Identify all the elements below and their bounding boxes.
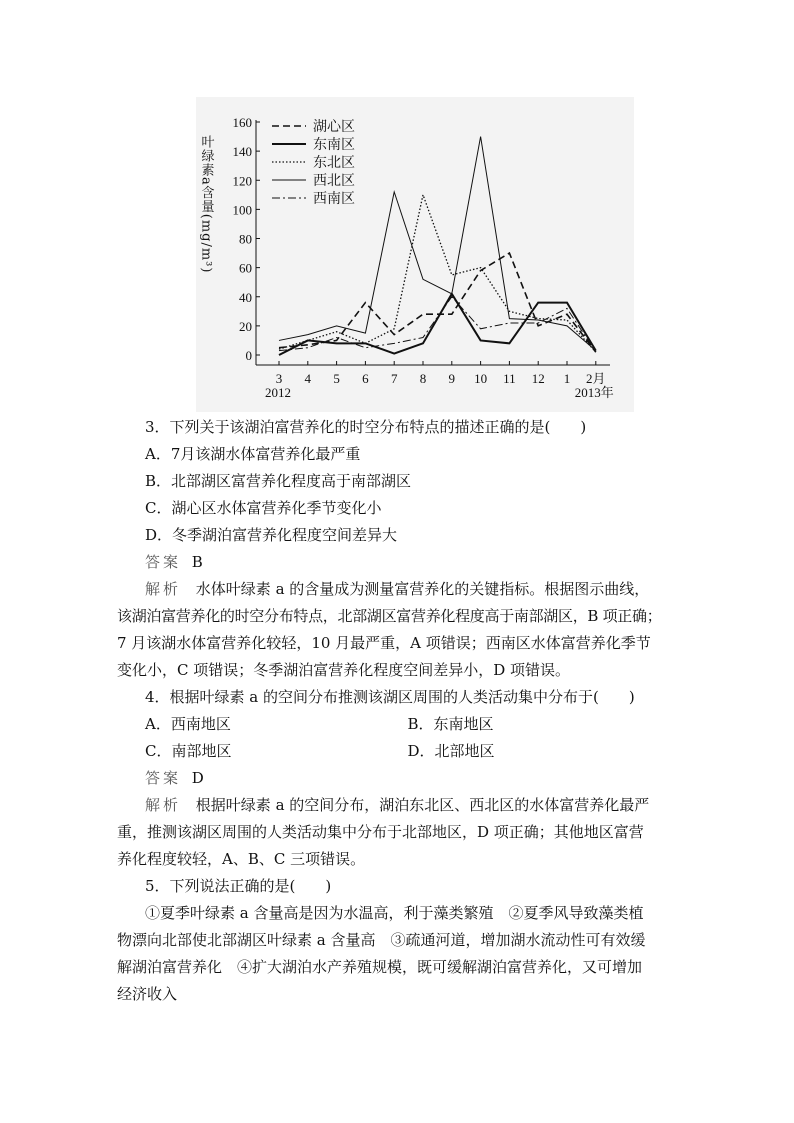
series-line bbox=[279, 297, 596, 352]
x-tick-label: 4 bbox=[304, 371, 312, 386]
q3-analysis-line: 7 月该湖水体富营养化较轻，10 月最严重，A 项错误；西南区水体富营养化季节 bbox=[117, 634, 651, 652]
q3-analysis-line: 水体叶绿素 a 的含量成为测量富营养化的关键指标。根据图示曲线， bbox=[195, 580, 650, 598]
y-axis-label: 叶绿素a含量(mg/m³) bbox=[198, 135, 214, 274]
x-tick-label: 10 bbox=[474, 371, 488, 386]
q4-analysis-row-0 bbox=[145, 792, 670, 819]
series-line bbox=[279, 294, 596, 355]
x-tick-label: 12 bbox=[531, 371, 545, 386]
q3-analysis-row-0 bbox=[145, 576, 670, 603]
q4-analysis-rest bbox=[117, 819, 677, 873]
q3-option-c: C．湖心区水体富营养化季节变化小 bbox=[145, 499, 382, 517]
question-4 bbox=[145, 684, 670, 819]
q3-answer-row bbox=[145, 549, 670, 576]
q4-answer-row bbox=[145, 765, 670, 792]
q4-analysis-line: 根据叶绿素 a 的空间分布，湖泊东北区、西北区的水体富营养化最严 bbox=[195, 796, 650, 814]
q3-answer-label: 答案 bbox=[145, 553, 182, 571]
x-tick-label: 6 bbox=[362, 371, 369, 386]
q5-body-line: 经济收入 bbox=[117, 985, 178, 1003]
y-tick-label: 20 bbox=[239, 318, 252, 334]
chart-svg bbox=[196, 97, 634, 412]
x-tick-label: 8 bbox=[419, 371, 427, 386]
q5-stem: 5．下列说法正确的是( ) bbox=[145, 877, 332, 895]
x-sub-label-right: 2013年 bbox=[574, 385, 614, 400]
q4-options-row-1 bbox=[145, 711, 670, 738]
q5-body-rest bbox=[117, 927, 677, 1008]
q3-analysis-line: 变化小，C 项错误；冬季湖泊富营养化程度空间差异小，D 项错误。 bbox=[117, 661, 571, 679]
q3-analysis-line: 该湖泊富营养化的时空分布特点，北部湖区富营养化程度高于南部湖区，B 项正确； bbox=[117, 607, 662, 625]
q3-stem: 3．下列关于该湖泊富营养化的时空分布特点的描述正确的是( ) bbox=[145, 418, 587, 436]
y-tick-label: 60 bbox=[239, 260, 252, 276]
x-tick-label: 1 bbox=[563, 371, 571, 386]
q4-option-c: C．南部地区 bbox=[145, 742, 232, 760]
y-tick-label: 160 bbox=[232, 115, 252, 130]
legend-label: 东北区 bbox=[313, 155, 355, 171]
q3-option-b: B．北部湖区富营养化程度高于南部湖区 bbox=[145, 472, 412, 490]
q4-analysis-label: 解析 bbox=[145, 796, 182, 814]
q4-analysis-line: 重，推测该湖区周围的人类活动集中分布于北部地区，D 项正确；其他地区富营 bbox=[117, 823, 644, 841]
q4-stem: 4．根据叶绿素 a 的空间分布推测该湖区周围的人类活动集中分布于( ) bbox=[145, 688, 635, 706]
q4-answer: D bbox=[191, 769, 204, 787]
q3-analysis-rest bbox=[117, 603, 677, 684]
legend-label: 西北区 bbox=[313, 173, 355, 189]
legend-label: 西南区 bbox=[313, 191, 355, 207]
y-tick-label: 100 bbox=[232, 202, 252, 218]
x-tick-label: 3 bbox=[275, 371, 283, 386]
x-tick-label: 2月 bbox=[586, 371, 606, 386]
q4-option-d: D．北部地区 bbox=[407, 742, 495, 760]
x-tick-label: 7 bbox=[390, 371, 398, 386]
q4-answer-label: 答案 bbox=[145, 769, 182, 787]
legend-label: 湖心区 bbox=[313, 119, 355, 135]
q3-option-a: A．7月该湖水体富营养化最严重 bbox=[145, 445, 361, 463]
q3-answer: B bbox=[191, 553, 203, 571]
q4-analysis-line: 养化程度较轻，A、B、C 三项错误。 bbox=[117, 850, 366, 868]
legend-label: 东南区 bbox=[313, 137, 355, 153]
y-tick-label: 0 bbox=[245, 348, 252, 363]
x-sub-label-left: 2012 bbox=[265, 385, 291, 400]
x-tick-label: 11 bbox=[503, 371, 516, 386]
q3-analysis-label: 解析 bbox=[145, 580, 182, 598]
q4-option-a: A．西南地区 bbox=[145, 715, 231, 733]
x-tick-label: 9 bbox=[448, 371, 456, 386]
y-tick-label: 120 bbox=[232, 173, 252, 189]
question-5 bbox=[145, 873, 670, 927]
q5-body-line: 解湖泊富营养化 ④扩大湖泊水产养殖规模，既可缓解湖泊富营养化，又可增加 bbox=[117, 958, 643, 976]
q3-option-d: D．冬季湖泊富营养化程度空间差异大 bbox=[145, 526, 398, 544]
chlorophyll-chart bbox=[196, 97, 634, 412]
y-tick-label: 140 bbox=[232, 144, 252, 160]
x-tick-label: 5 bbox=[333, 371, 340, 386]
q5-body-line: 物漂向北部使北部湖区叶绿素 a 含量高 ③疏通河道，增加湖水流动性可有效缓 bbox=[117, 931, 646, 949]
q4-option-b: B．东南地区 bbox=[407, 715, 494, 733]
y-tick-label: 40 bbox=[239, 289, 252, 305]
y-tick-label: 80 bbox=[239, 231, 252, 247]
q4-options-row-2 bbox=[145, 738, 670, 765]
question-3 bbox=[145, 414, 670, 603]
q5-body-line: ①夏季叶绿素 a 含量高是因为水温高，利于藻类繁殖 ②夏季风导致藻类植 bbox=[145, 904, 644, 922]
